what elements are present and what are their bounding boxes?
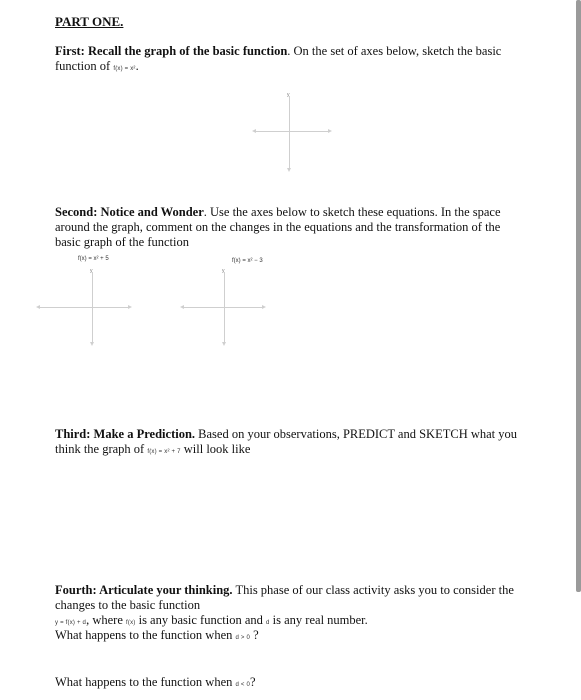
third-end: will look like	[180, 442, 251, 456]
q2-end: ?	[250, 675, 256, 689]
axes-minus-three-x-axis	[184, 307, 262, 308]
axes-basic-down-arrow	[287, 168, 291, 172]
axes-basic-right-arrow	[328, 129, 332, 133]
fourth-is-basic: is any basic function and	[135, 613, 266, 627]
axes-minus-three-y-label: y	[222, 268, 225, 274]
first-text: . On the set of axes below, sketch the basic function of	[55, 44, 502, 73]
axes-basic-y-label: y	[287, 92, 290, 98]
q1-condition: d > 0	[235, 635, 251, 641]
fourth-question-negative	[55, 675, 525, 693]
third-title: Third: Make a Prediction.	[55, 427, 196, 441]
q1-text: What happens to the function when	[55, 628, 236, 642]
q2-condition: d < 0	[235, 682, 251, 688]
third-equation: f(x) = x² + 7	[147, 449, 181, 455]
axes-minus-three-right-arrow	[262, 305, 266, 309]
axes-minus-three-left-arrow	[180, 305, 184, 309]
second-instruction	[55, 205, 525, 250]
axes-basic-x-axis	[256, 131, 328, 132]
second-equation-right: f(x) = x² − 3	[232, 258, 263, 264]
second-text: . Use the axes below to sketch these equations. In the space around the graph, comment on the changes in the equations and the transformation of the basic graph of the function	[55, 205, 501, 249]
second-equation-left: f(x) = x² + 5	[78, 256, 109, 262]
fourth-where: , where	[86, 613, 126, 627]
fourth-d-symbol: d	[266, 620, 270, 626]
fourth-equation-general: y = f(x) + d	[55, 620, 87, 626]
fourth-title: Fourth: Articulate your thinking.	[55, 583, 233, 597]
axes-plus-five-right-arrow	[128, 305, 132, 309]
part-heading: PART ONE.	[55, 14, 124, 29]
axes-plus-five-x-axis	[40, 307, 128, 308]
axes-basic-y-axis	[289, 96, 290, 168]
first-end: .	[135, 59, 139, 73]
fourth-question-positive	[55, 628, 525, 646]
q1-end: ?	[250, 628, 259, 642]
third-instruction	[55, 427, 525, 460]
axes-plus-five-left-arrow	[36, 305, 40, 309]
first-instruction	[55, 44, 525, 77]
scrollbar[interactable]	[576, 0, 581, 592]
axes-basic-left-arrow	[252, 129, 256, 133]
fourth-text: This phase of our class activity asks you to consider the changes to the basic function	[55, 583, 514, 612]
axes-plus-five-down-arrow	[90, 342, 94, 346]
fourth-equation-fx: f(x)	[126, 620, 136, 626]
first-equation: f(x) = x²	[113, 66, 136, 72]
fourth-instruction	[55, 583, 525, 613]
first-title: First: Recall the graph of the basic function	[55, 44, 288, 58]
second-title: Second: Notice and Wonder	[55, 205, 204, 219]
third-text: Based on your observations, PREDICT and SKETCH what you think the graph of	[55, 427, 518, 456]
fourth-is-real: is any real number.	[269, 613, 368, 627]
axes-plus-five-y-label: y	[90, 268, 93, 274]
q2-text: What happens to the function when	[55, 675, 236, 689]
axes-minus-three-down-arrow	[222, 342, 226, 346]
